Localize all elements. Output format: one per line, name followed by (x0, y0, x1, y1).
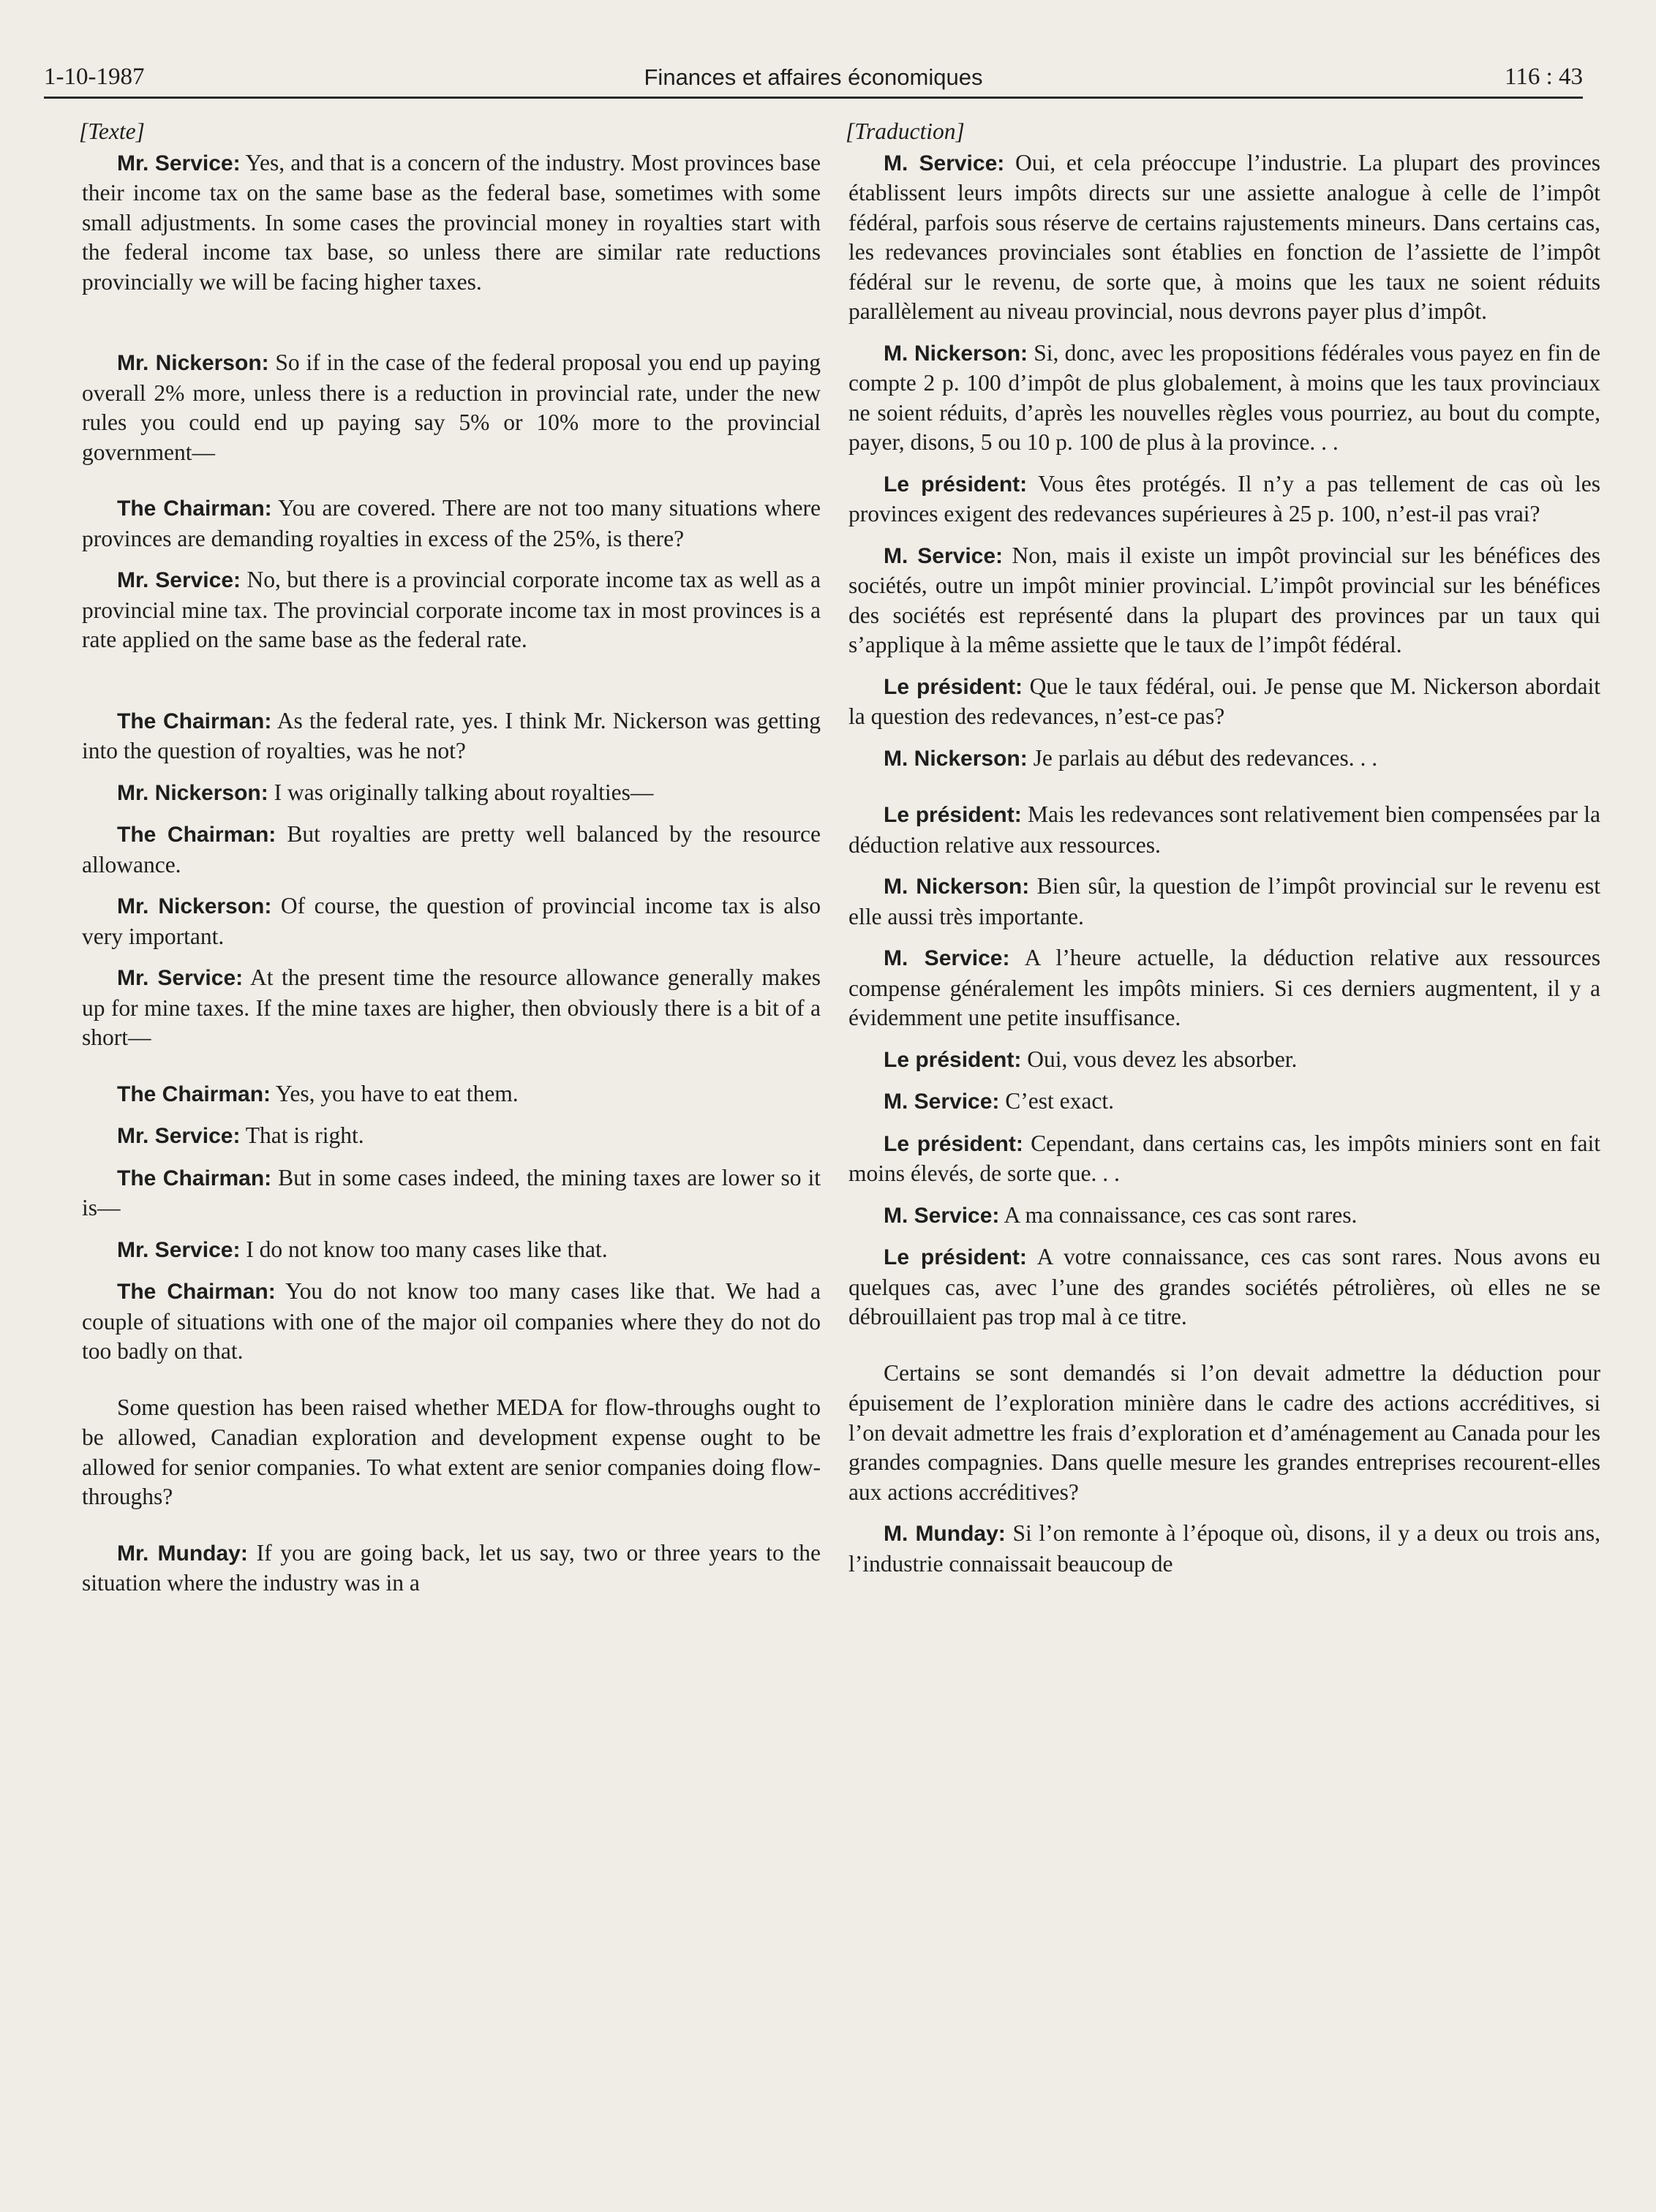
speaker-name: The Chairman: (117, 709, 272, 733)
speaker-name: Le président: (884, 1047, 1022, 1072)
paragraph (848, 1359, 1600, 1508)
paragraph-text: Yes, and that is a concern of the industry. Most provinces base their income tax on the same base as the federal base, sometimes with some small adjustments. In some cases the provincial money in royalties start with the federal income tax base, so unless there are similar rate reductions provincially we will be facing higher taxes. (82, 149, 821, 295)
paragraph (82, 891, 821, 951)
column-label: [Traduction] (846, 118, 965, 144)
column-label: [Texte] (79, 118, 145, 144)
header-title: Finances et affaires économiques (644, 64, 983, 90)
paragraph-text: You do not know too many cases like that. We had a couple of situations with one of the major oil companies where they do not do too badly on that. (82, 1278, 821, 1364)
speaker-name: The Chairman: (117, 823, 276, 847)
speaker-name: M. Service: (884, 1090, 1000, 1114)
paragraph (848, 541, 1600, 660)
paragraph (82, 1079, 821, 1110)
speaker-name: The Chairman: (117, 1166, 272, 1190)
paragraph-text: If you are going back, let us say, two or three years to the situation where the industry was in a (82, 1539, 821, 1596)
paragraph (82, 778, 821, 809)
speaker-name: Le président: (884, 1245, 1027, 1269)
paragraph (848, 1201, 1600, 1231)
paragraph-text: Oui, et cela préoccupe l’industrie. La plupart des provinces établissent leurs impôts directs sur une assiette analogue à celle de l’impôt fédéral, parfois sous réserve de certains rajustements mineurs. Dans certains cas, les redevances provinciales sont établies en fonction de l’assiette de l’impôt fédéral sur le revenu, de sorte que, à moins que les taux ne soient réduits parallèlement au niveau provincial, nous devrons payer plus d’impôt. (848, 149, 1600, 324)
paragraph-text: Non, mais il existe un impôt provincial sur les bénéfices des sociétés, outre un impôt minier provincial. L’impôt provincial sur les bénéfices des sociétés est représenté dans la plupart des provinces par un taux qui s’applique à la même assiette que le taux de l’impôt fédéral. (848, 542, 1600, 657)
speaker-name: Le président: (884, 803, 1022, 827)
speaker-name: Mr. Service: (117, 568, 241, 592)
paragraph (848, 469, 1600, 529)
paragraph-text: Yes, you have to eat them. (271, 1080, 519, 1106)
paragraph (82, 148, 821, 298)
paragraph (848, 744, 1600, 774)
paragraph-text: Si l’on remonte à l’époque où, disons, il y a deux ou trois ans, l’industrie connaissait beaucoup de (848, 1520, 1600, 1577)
paragraph-text: A l’heure actuelle, la déduction relative aux ressources compense généralement les impôts miniers. Si ces derniers augmentent, il y a évidemment une petite insuffisance. (848, 945, 1600, 1030)
paragraph-text: So if in the case of the federal proposal you end up paying overall 2% more, unless there is a reduction in provincial rate, under the new rules you could end up paying say 5% or 10% more to the provincial government— (82, 350, 821, 465)
speaker-name: M. Nickerson: (884, 746, 1028, 771)
paragraph-text: Mais les redevances sont relativement bien compensées par la déduction relative aux ressources. (848, 801, 1600, 858)
paragraph (848, 1129, 1600, 1189)
paragraph-text: Certains se sont demandés si l’on devait admettre la déduction pour épuisement de l’exploration minière dans le cadre des actions accréditives, si l’on devait admettre les frais d’exploration et d’aménagement au Canada pour les grandes compagnies. Dans quelle mesure les grandes entreprises recourent-elles aux actions accréditives? (848, 1359, 1600, 1505)
paragraph (848, 872, 1600, 932)
paragraph (848, 339, 1600, 458)
paragraph (848, 1045, 1600, 1076)
paragraph-text: At the present time the resource allowance generally makes up for mine taxes. If the mine taxes are higher, then obviously there is a bit of a short— (82, 965, 821, 1050)
paragraph (82, 565, 821, 655)
paragraph-text: But royalties are pretty well balanced by the resource allowance. (82, 821, 821, 877)
paragraph (82, 1163, 821, 1223)
speaker-name: M. Service: (884, 1203, 1000, 1228)
page-header (44, 54, 1583, 99)
speaker-name: M. Service: (884, 543, 1004, 568)
speaker-name: Mr. Nickerson: (117, 351, 269, 375)
paragraph (82, 1277, 821, 1367)
french-column (848, 117, 1600, 1590)
paragraph (848, 943, 1600, 1033)
header-page-number: 116 : 43 (1505, 64, 1583, 90)
paragraph-text: Si, donc, avec les propositions fédérales vous payez en fin de compte 2 p. 100 d’impôt de plus globalement, à moins que les taux provinciaux ne soient réduits, d’après les nouvelles règles vous pourriez, au bout du compte, payer, disons, 5 ou 10 p. 100 de plus à la province. . . (848, 339, 1600, 455)
paragraph-text: No, but there is a provincial corporate income tax as well as a provincial mine tax. The provincial corporate income tax in most provinces is a rate applied on the same base as the federal rate. (82, 567, 821, 652)
paragraph-text: Cependant, dans certains cas, les impôts miniers sont en fait moins élevés, de sorte que. . . (848, 1130, 1600, 1186)
speaker-name: The Chairman: (117, 1280, 276, 1304)
speaker-name: Mr. Nickerson: (117, 780, 268, 805)
speaker-name: M. Munday: (884, 1522, 1006, 1546)
paragraph-text: C’est exact. (999, 1088, 1114, 1114)
header-date: 1-10-1987 (44, 64, 145, 90)
paragraph (82, 1121, 821, 1152)
speaker-name: Le président: (884, 674, 1023, 699)
paragraph-text: But in some cases indeed, the mining taxes are lower so it is— (82, 1164, 821, 1220)
paragraph-text: As the federal rate, yes. I think Mr. Nickerson was getting into the question of royalties, was he not? (82, 707, 821, 763)
paragraph-text: Je parlais au début des redevances. . . (1027, 744, 1378, 771)
paragraph (82, 1539, 821, 1598)
paragraph (848, 1242, 1600, 1332)
paragraph (848, 672, 1600, 732)
paragraph-text: I do not know too many cases like that. (240, 1236, 608, 1262)
paragraph-text: Que le taux fédéral, oui. Je pense que M. Nickerson abordait la question des redevances, n’est-ce pas? (848, 673, 1600, 729)
speaker-name: Mr. Nickerson: (117, 894, 272, 918)
paragraph-text: A votre connaissance, ces cas sont rares. Nous avons eu quelques cas, avec l’une des grandes sociétés pétrolières, où elles ne se débrouillaient pas trop mal à ce titre. (848, 1244, 1600, 1329)
speaker-name: M. Nickerson: (884, 341, 1028, 366)
paragraph-text: That is right. (240, 1122, 364, 1148)
speaker-name: The Chairman: (117, 497, 272, 521)
paragraph-text: Vous êtes protégés. Il n’y a pas tellement de cas où les provinces exigent des redevances supérieures à 25 p. 100, n’est-il pas vrai? (848, 470, 1600, 526)
paragraph (82, 1393, 821, 1512)
speaker-name: The Chairman: (117, 1082, 271, 1106)
speaker-name: M. Service: (884, 151, 1005, 175)
paragraph (82, 963, 821, 1053)
speaker-name: Mr. Service: (117, 151, 241, 175)
paragraph-text: Some question has been raised whether MEDA for flow-throughs ought to be allowed, Canadian exploration and development expense ought to be allowed for senior companies. To what extent are senior companies doing flow-throughs? (82, 1394, 821, 1509)
paragraph-text: You are covered. There are not too many situations where provinces are demanding royalties in excess of the 25%, is there? (82, 495, 821, 551)
paragraph-text: Bien sûr, la question de l’impôt provincial sur le revenu est elle aussi très importante. (848, 873, 1600, 929)
paragraph (82, 1235, 821, 1266)
speaker-name: Le président: (884, 1131, 1023, 1156)
paragraph-text: Oui, vous devez les absorber. (1021, 1046, 1298, 1072)
paragraph (82, 706, 821, 766)
speaker-name: M. Service: (884, 946, 1010, 970)
paragraph (82, 820, 821, 880)
paragraph (848, 148, 1600, 327)
paragraph-text: A ma connaissance, ces cas sont rares. (999, 1201, 1358, 1228)
speaker-name: M. Nickerson: (884, 875, 1030, 899)
speaker-name: Mr. Service: (117, 1237, 241, 1262)
speaker-name: Mr. Service: (117, 966, 244, 990)
english-column (79, 117, 821, 1610)
paragraph (82, 348, 821, 467)
paragraph-text: I was originally talking about royalties— (268, 779, 654, 805)
paragraph-text: Of course, the question of provincial income tax is also very important. (82, 893, 821, 949)
speaker-name: Mr. Munday: (117, 1541, 248, 1566)
paragraph (848, 1087, 1600, 1117)
speaker-name: Le président: (884, 472, 1028, 497)
paragraph (848, 800, 1600, 860)
speaker-name: Mr. Service: (117, 1124, 241, 1148)
paragraph (82, 494, 821, 554)
paragraph (848, 1519, 1600, 1579)
